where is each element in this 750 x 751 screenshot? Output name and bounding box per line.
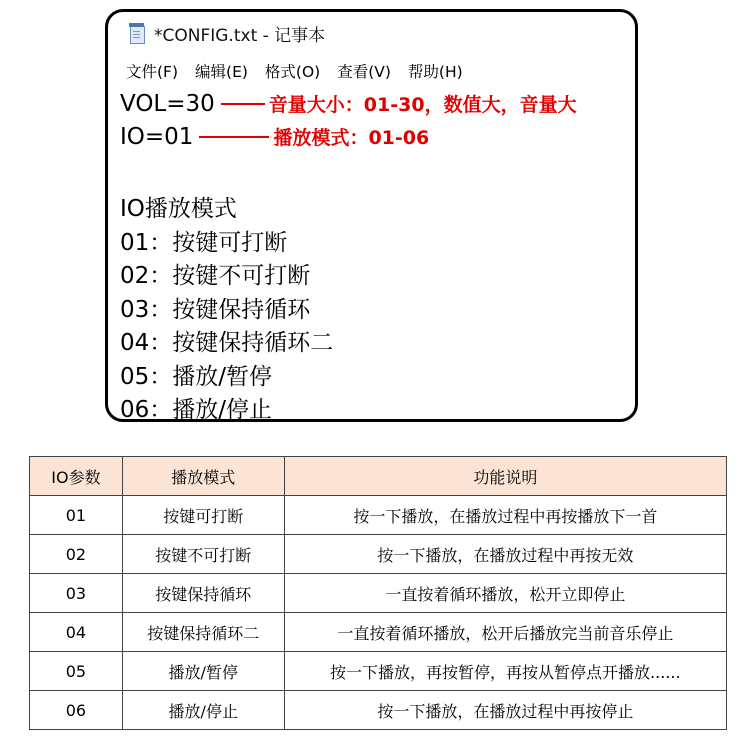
io-param-cell: 05 bbox=[30, 652, 123, 691]
vol-config-line bbox=[120, 90, 577, 117]
play-mode-cell: 播放/暂停 bbox=[122, 652, 284, 691]
io-annotation: 播放模式：01-06 bbox=[273, 127, 430, 149]
table-row bbox=[30, 535, 727, 574]
table-row bbox=[30, 574, 727, 613]
io-param-cell: 03 bbox=[30, 574, 123, 613]
menu-edit[interactable]: 编辑(E) bbox=[195, 63, 248, 81]
table-row bbox=[30, 613, 727, 652]
io-config-line bbox=[120, 123, 429, 150]
mode-line: 01：按键可打断 bbox=[120, 230, 288, 256]
column-header-description: 功能说明 bbox=[284, 457, 726, 496]
description-cell: 按一下播放，再按暂停，再按从暂停点开播放...... bbox=[284, 652, 726, 691]
description-cell: 按一下播放，在播放过程中再按停止 bbox=[284, 691, 726, 730]
play-mode-cell: 按键可打断 bbox=[122, 496, 284, 535]
annotation-arrow-line bbox=[221, 103, 265, 105]
annotation-arrow-line bbox=[199, 136, 269, 138]
window-title: *CONFIG.txt - 记事本 bbox=[154, 25, 326, 46]
play-mode-cell: 按键保持循环 bbox=[122, 574, 284, 613]
play-mode-cell: 按键保持循环二 bbox=[122, 613, 284, 652]
mode-line: 02：按键不可打断 bbox=[120, 263, 311, 289]
mode-line: 04：按键保持循环二 bbox=[120, 330, 334, 356]
menu-format[interactable]: 格式(O) bbox=[264, 63, 321, 81]
io-param-cell: 04 bbox=[30, 613, 123, 652]
io-param-cell: 01 bbox=[30, 496, 123, 535]
mode-line: 05：播放/暂停 bbox=[120, 364, 273, 390]
io-mode-table bbox=[29, 456, 727, 730]
play-mode-cell: 按键不可打断 bbox=[122, 535, 284, 574]
vol-setting: VOL=30 bbox=[120, 90, 215, 117]
menu-help[interactable]: 帮助(H) bbox=[407, 63, 463, 81]
notepad-icon bbox=[128, 23, 146, 43]
play-mode-cell: 播放/停止 bbox=[122, 691, 284, 730]
io-param-cell: 06 bbox=[30, 691, 123, 730]
mode-heading: IO播放模式 bbox=[120, 196, 237, 222]
io-setting: IO=01 bbox=[120, 123, 194, 150]
description-cell: 按一下播放，在播放过程中再按播放下一首 bbox=[284, 496, 726, 535]
column-header-play-mode: 播放模式 bbox=[122, 457, 284, 496]
vol-annotation: 音量大小：01-30，数值大，音量大 bbox=[268, 94, 577, 116]
menu-bar bbox=[126, 60, 463, 82]
notepad-window bbox=[105, 9, 638, 422]
menu-file[interactable]: 文件(F) bbox=[126, 63, 179, 81]
table-header-row bbox=[30, 457, 727, 496]
description-cell: 按一下播放，在播放过程中再按无效 bbox=[284, 535, 726, 574]
description-cell: 一直按着循环播放，松开立即停止 bbox=[284, 574, 726, 613]
mode-line: 06：播放/停止 bbox=[120, 397, 273, 422]
column-header-io-param: IO参数 bbox=[30, 457, 123, 496]
menu-view[interactable]: 查看(V) bbox=[337, 63, 391, 81]
mode-line: 03：按键保持循环 bbox=[120, 297, 311, 323]
title-bar bbox=[128, 20, 325, 46]
io-param-cell: 02 bbox=[30, 535, 123, 574]
table-row bbox=[30, 691, 727, 730]
table-row bbox=[30, 496, 727, 535]
table-row bbox=[30, 652, 727, 691]
description-cell: 一直按着循环播放，松开后播放完当前音乐停止 bbox=[284, 613, 726, 652]
